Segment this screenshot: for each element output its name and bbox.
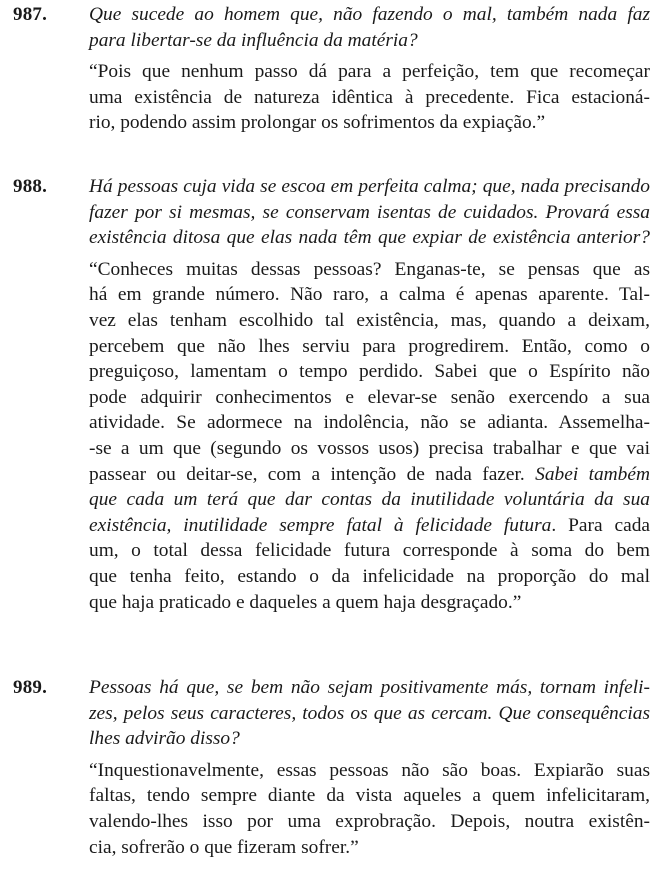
answer-line [89, 513, 650, 539]
answer-line: -se a um que (segundo os vossos usos) precisa trabalhar e que vai [89, 437, 650, 459]
answer-line-roman: passear ou deitar-se, com a intenção de nada fazer. [89, 463, 525, 485]
question-line: Há pessoas cuja vida se escoa em perfeita calma; que, nada precisando [89, 176, 650, 197]
answer-line: preguiçoso, lamentam o tempo perdido. Sabei que o Espírito não [89, 361, 650, 383]
question-line: lhes advirão disso? [89, 728, 240, 750]
question-text [89, 174, 650, 251]
question-line: Que sucede ao homem que, não fazendo o mal, também nada faz [89, 4, 650, 25]
answer-line: que tenha feito, estando o da infelicidade na proporção do mal [89, 565, 650, 587]
answer-line: “Pois que nenhum passo dá para a perfeição, tem que recomeçar [89, 61, 650, 83]
answer-text [89, 758, 650, 860]
question-number: 987. [13, 4, 48, 25]
answer-line: há em grande número. Não raro, a calma é apenas aparente. Tal- [89, 284, 650, 306]
answer-line-italic: Sabei também [535, 463, 650, 485]
question-text [89, 2, 650, 53]
answer-line-italic: existência, inutilidade sempre fatal à felicidade futura [89, 514, 552, 536]
answer-line: um, o total dessa felicidade futura corresponde à soma do bem [89, 540, 650, 562]
question-line: existência ditosa que elas nada têm que expiar de existência anterior? [89, 227, 650, 249]
answer-line: “Conheces muitas dessas pessoas? Enganas-te, se pensas que as [89, 258, 650, 280]
answer-text [89, 257, 650, 615]
answer-line: vez elas tenham escolhido tal existência, mas, quando a deixam, [89, 309, 650, 331]
question-line: fazer por si mesmas, se conservam isentas de cuidados. Provará essa [89, 201, 650, 223]
answer-line: que cada um terá que dar contas da inutilidade voluntária da sua [89, 489, 650, 511]
question-line: zes, pelos seus caracteres, todos os que as cercam. Que consequências [89, 702, 650, 724]
entry-body [89, 675, 650, 860]
answer-line: que haja praticado e daqueles a quem haja desgraçado.” [89, 591, 522, 613]
question-line: para libertar-se da influência da matéria? [89, 29, 418, 51]
answer-line: “Inquestionavelmente, essas pessoas não são boas. Expiarão suas [89, 759, 650, 781]
question-number: 988. [13, 176, 48, 197]
answer-line: faltas, tendo sempre diante da vista aqueles a quem infelicitaram, [89, 785, 650, 807]
answer-line-roman: . Para cada [551, 514, 651, 536]
answer-line [89, 462, 650, 488]
answer-line: atividade. Se adormece na indolência, não se adianta. Assemelha- [89, 412, 650, 434]
answer-line: cia, sofrerão o que fizeram sofrer.” [89, 836, 359, 858]
answer-line: uma existência de natureza idêntica à precedente. Fica estacioná- [89, 86, 650, 108]
answer-line: valendo-lhes isso por uma exprobração. Depois, noutra existên- [89, 810, 650, 832]
answer-text [89, 59, 650, 136]
question-line: Pessoas há que, se bem não sejam positivamente más, tornam infeli- [89, 677, 650, 698]
entry-body [89, 2, 650, 136]
question-number: 989. [13, 677, 48, 698]
entry-body [89, 174, 650, 615]
answer-line: pode adquirir conhecimentos e elevar-se senão exercendo a sua [89, 386, 650, 408]
question-text [89, 675, 650, 752]
answer-line: percebem que não lhes serviu para progredirem. Então, como o [89, 335, 650, 357]
answer-line: rio, podendo assim prolongar os sofrimentos da expiação.” [89, 112, 546, 134]
